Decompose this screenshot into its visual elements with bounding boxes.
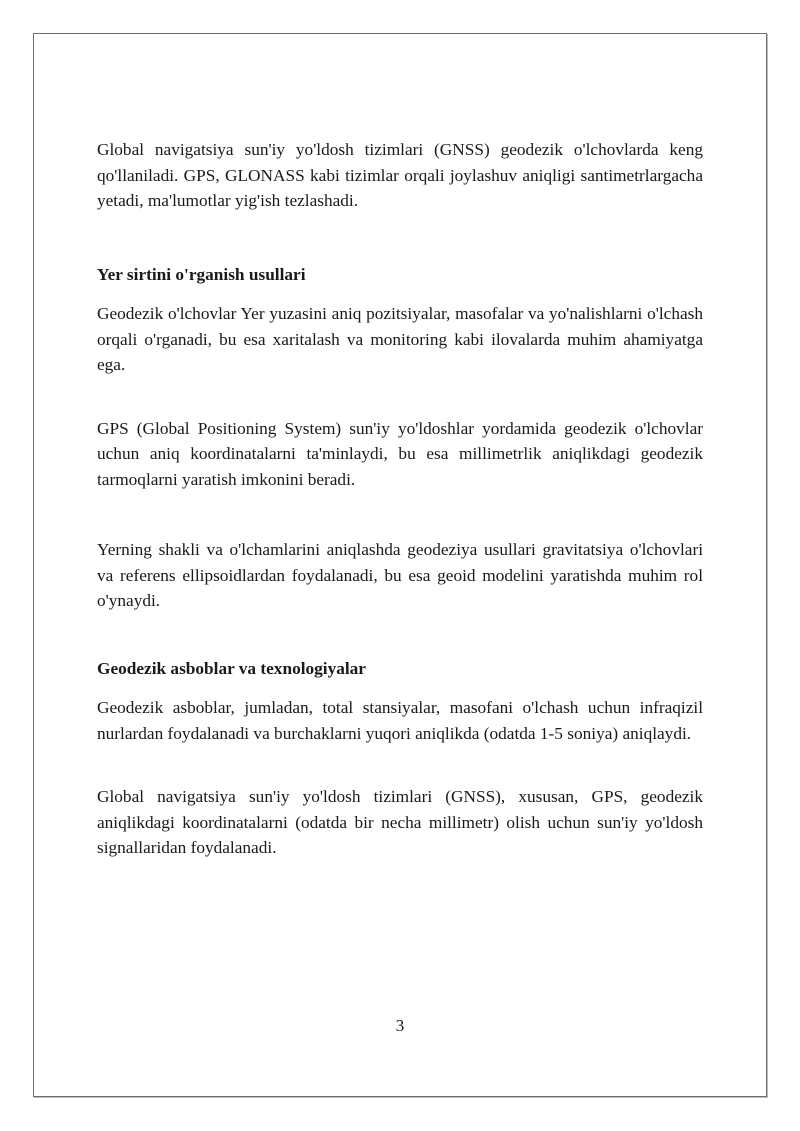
heading-earth-surface-methods: Yer sirtini o'rganish usullari: [97, 264, 306, 284]
document-body: [97, 137, 703, 861]
paragraph-total-stations: Geodezik asboblar, jumladan, total stansiyalar, masofani o'lchash uchun infraqizil nurlardan foydalanadi va burchaklarni yuqori aniqlikda (odatda 1-5 soniya) aniqlaydi.: [97, 698, 703, 743]
paragraph-gnss-intro: Global navigatsiya sun'iy yo'ldosh tizimlari (GNSS) geodezik o'lchovlarda keng qo'llaniladi. GPS, GLONASS kabi tizimlar orqali joylashuv aniqligi santimetrlargacha yetadi, ma'lumotlar yig'ish tezlashadi.: [97, 140, 703, 210]
paragraph-geodetic-measurements: Geodezik o'lchovlar Yer yuzasini aniq pozitsiyalar, masofalar va yo'nalishlarni o'lchash orqali o'rganadi, bu esa xaritalash va monitoring kabi ilovalarda muhim ahamiyatga ega.: [97, 304, 703, 374]
heading-geodetic-instruments: Geodezik asboblar va texnologiyalar: [97, 658, 366, 678]
page-number: 3: [395, 1016, 405, 1035]
paragraph-gps: GPS (Global Positioning System) sun'iy yo'ldoshlar yordamida geodezik o'lchovlar uchun aniq koordinatalarni ta'minlaydi, bu esa millimetrlik aniqlikdagi geodezik tarmoqlarni yaratish imkonini beradi.: [97, 418, 703, 489]
paragraph-gnss-coordinates: Global navigatsiya sun'iy yo'ldosh tizimlari (GNSS), xususan, GPS, geodezik aniqlikdagi koordinatalarni (odatda bir necha millimetr) olish uchun sun'iy yo'ldosh signallaridan foydalanadi.: [97, 787, 703, 857]
paragraph-earth-shape: Yerning shakli va o'lchamlarini aniqlashda geodeziya usullari gravitatsiya o'lchovlari va referens ellipsoidlardan foydalanadi, bu esa geoid modelini yaratishda muhim rol o'ynaydi.: [97, 540, 703, 610]
